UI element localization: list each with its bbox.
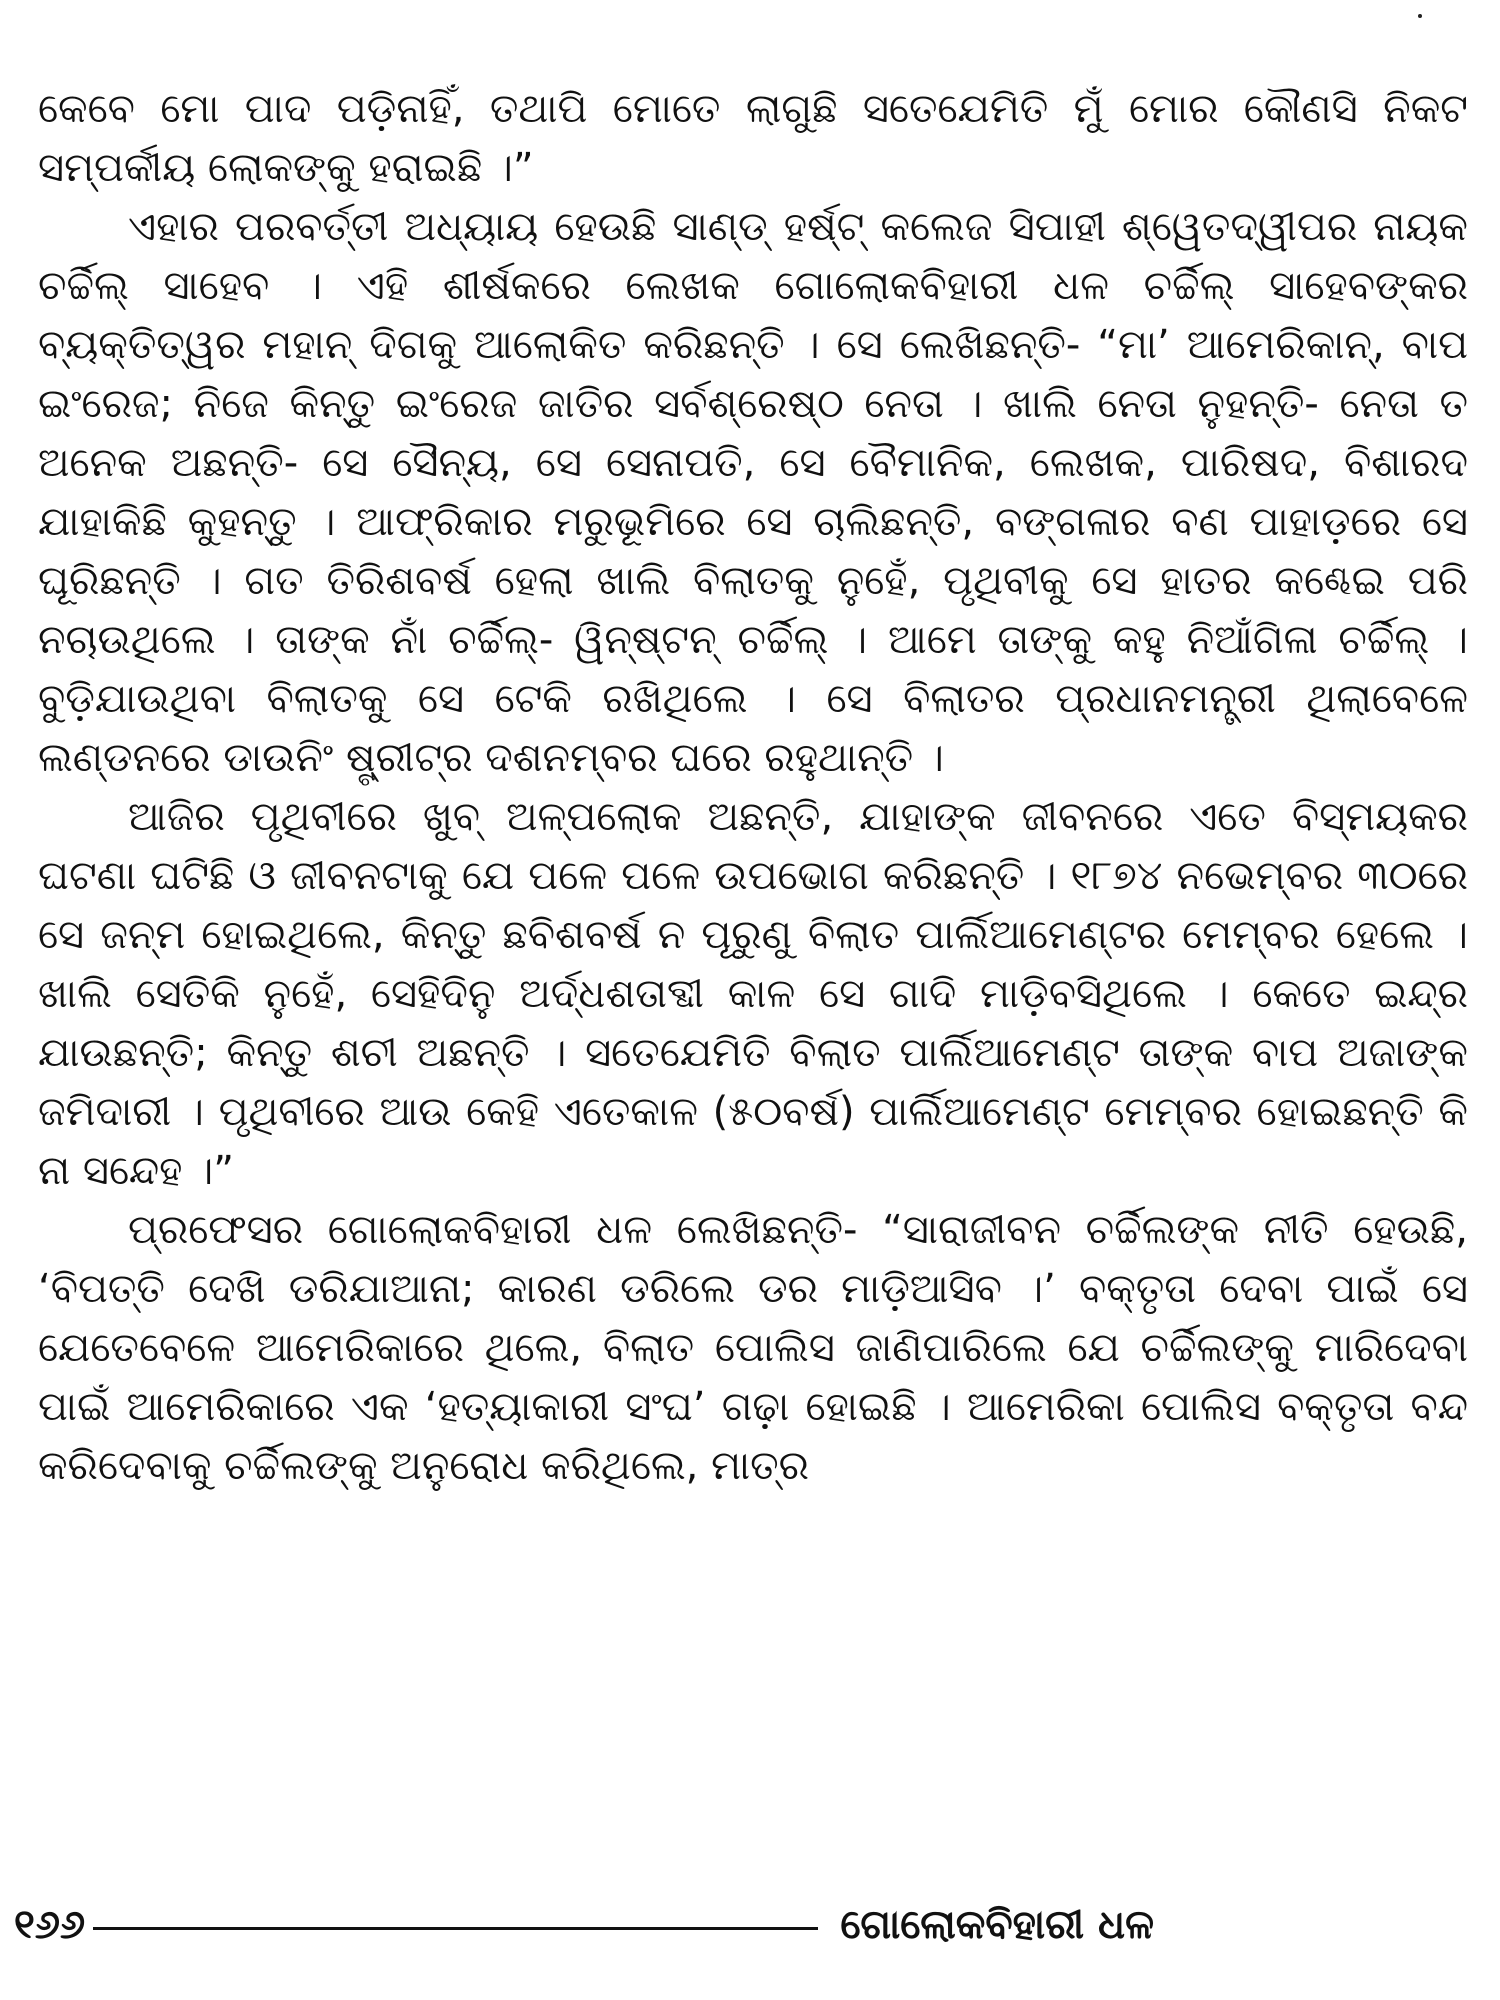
paragraph-continuation: କେବେ ମୋ ପାଦ ପଡ଼ିନାହିଁ, ତଥାପି ମୋତେ ଲାଗୁଛି ସତେଯେମିତି ମୁଁ ମୋର କୌଣସି ନିକଟ ସମ୍ପର୍କୀୟ ଲୋକଙ୍କୁ ହରାଇଛି ।” bbox=[38, 86, 1468, 191]
page-body bbox=[38, 80, 1468, 1860]
page-footer bbox=[14, 1895, 1454, 1955]
paragraph-churchill-life: ଆଜିର ପୃଥିବୀରେ ଖୁବ୍ ଅଳ୍ପଲୋକ ଅଛନ୍ତି, ଯାହାଙ୍କ ଜୀବନରେ ଏତେ ବିସ୍ମୟକର ଘଟଣା ଘଟିଛି ଓ ଜୀବନଟାକୁ ଯେ ପଳେ ପଳେ ଉପଭୋଗ କରିଛନ୍ତି । ୧୮୭୪ ନଭେମ୍ବର ୩୦ରେ ସେ ଜନ୍ମ ହୋଇଥିଲେ, କିନ୍ତୁ ଛବିଶବର୍ଷ ନ ପୂରୁଣୁ ବିଲାତ ପାର୍ଲିଆମେଣ୍ଟର ମେମ୍ବର ହେଲେ । ଖାଲି ସେତିକି ନୁହେଁ, ସେହିଦିନୁ ଅର୍ଦ୍ଧଶତାବ୍ଦୀ କାଳ ସେ ଗାଦି ମାଡ଼ିବସିଥିଲେ । କେତେ ଇନ୍ଦ୍ର ଯାଉଛନ୍ତି; କିନ୍ତୁ ଶଚୀ ଅଛନ୍ତି । ସତେଯେମିତି ବିଲାତ ପାର୍ଲିଆମେଣ୍ଟ ତାଙ୍କ ବାପ ଅଜାଙ୍କ ଜମିଦାରୀ । ପୃଥିବୀରେ ଆଉ କେହି ଏତେକାଳ (୫୦ବର୍ଷ) ପାର୍ଲିଆମେଣ୍ଟ ମେମ୍ବର ହୋଇଛନ୍ତି କି ନା ସନ୍ଦେହ ।” bbox=[38, 794, 1468, 1194]
page-number: ୧୬୬ bbox=[14, 1902, 86, 1948]
paragraph-churchill-policy: ପ୍ରଫେସର ଗୋଲୋକବିହାରୀ ଧଳ ଲେଖିଛନ୍ତି- “ସାରାଜୀବନ ଚର୍ଚ୍ଚିଲଙ୍କ ନୀତି ହେଉଛି, ‘ବିପତ୍ତି ଦେଖି ଡରିଯାଆନା; କାରଣ ଡରିଲେ ଡର ମାଡ଼ିଆସିବ ।’ ବକ୍ତୃତା ଦେବା ପାଇଁ ସେ ଯେତେବେଳେ ଆମେରିକାରେ ଥିଲେ, ବିଲାତ ପୋଲିସ ଜାଣିପାରିଲେ ଯେ ଚର୍ଚ୍ଚିଲଙ୍କୁ ମାରିଦେବା ପାଇଁ ଆମେରିକାରେ ଏକ ‘ହତ୍ୟାକାରୀ ସଂଘ’ ଗଢ଼ା ହୋଇଛି । ଆମେରିକା ପୋଲିସ ବକ୍ତୃତା ବନ୍ଦ କରିଦେବାକୁ ଚର୍ଚ୍ଚିଲଙ୍କୁ ଅନୁରୋଧ କରିଥିଲେ, ମାତ୍ର bbox=[38, 1207, 1468, 1489]
print-speck bbox=[1418, 14, 1422, 18]
paragraph-churchill-intro: ଏହାର ପରବର୍ତ୍ତୀ ଅଧ୍ୟାୟ ହେଉଛି ସାଣ୍ଡ୍ ହର୍ଷ୍ଟ୍ କଲେଜ ସିପାହୀ ଶ୍ୱେତଦ୍ୱୀପର ନାୟକ ଚର୍ଚ୍ଚିଲ୍ ସାହେବ । ଏହି ଶୀର୍ଷକରେ ଲେଖକ ଗୋଲୋକବିହାରୀ ଧଳ ଚର୍ଚ୍ଚିଲ୍ ସାହେବଙ୍କର ବ୍ୟକ୍ତିତ୍ୱର ମହାନ୍ ଦିଗକୁ ଆଲୋକିତ କରିଛନ୍ତି । ସେ ଲେଖିଛନ୍ତି- “ମା’ ଆମେରିକାନ୍, ବାପ ଇଂରେଜ; ନିଜେ କିନ୍ତୁ ଇଂରେଜ ଜାତିର ସର୍ବଶ୍ରେଷ୍ଠ ନେତା । ଖାଲି ନେତା ନୁହନ୍ତି- ନେତା ତ ଅନେକ ଅଛନ୍ତି- ସେ ସୈନ୍ୟ, ସେ ସେନାପତି, ସେ ବୈମାନିକ, ଲେଖକ, ପାରିଷଦ, ବିଶାରଦ ଯାହାକିଛି କୁହନ୍ତୁ । ଆଫ୍ରିକାର ମରୁଭୂମିରେ ସେ ଚାଲିଛନ୍ତି, ବଙ୍ଗଳାର ବଣ ପାହାଡ଼ରେ ସେ ଘୂରିଛନ୍ତି । ଗତ ତିରିଶବର୍ଷ ହେଲା ଖାଲି ବିଲାତକୁ ନୁହେଁ, ପୃଥିବୀକୁ ସେ ହାତର କଣ୍ଢେଇ ପରି ନଚାଉଥିଲେ । ତାଙ୍କ ନାଁ ଚର୍ଚ୍ଚିଲ୍- ୱିନ୍ଷ୍ଟନ୍ ଚର୍ଚ୍ଚିଲ୍ । ଆମେ ତାଙ୍କୁ କହୁ ନିଆଁଗିଳା ଚର୍ଚ୍ଚିଲ୍ । ବୁଡ଼ିଯାଉଥିବା ବିଲାତକୁ ସେ ଟେକି ରଖିଥିଲେ । ସେ ବିଲାତର ପ୍ରଧାନମନ୍ତ୍ରୀ ଥିଲାବେଳେ ଲଣ୍ଡନରେ ଡାଉନିଂ ଷ୍ଟ୍ରୀଟ୍‌ର ଦଶନମ୍ବର ଘରେ ରହୁଥାନ୍ତି । bbox=[38, 204, 1468, 781]
footer-rule bbox=[93, 1927, 818, 1930]
text-column bbox=[38, 80, 1468, 1496]
running-head-author: ଗୋଲୋକବିହାରୀ ଧଳ bbox=[840, 1902, 1154, 1948]
